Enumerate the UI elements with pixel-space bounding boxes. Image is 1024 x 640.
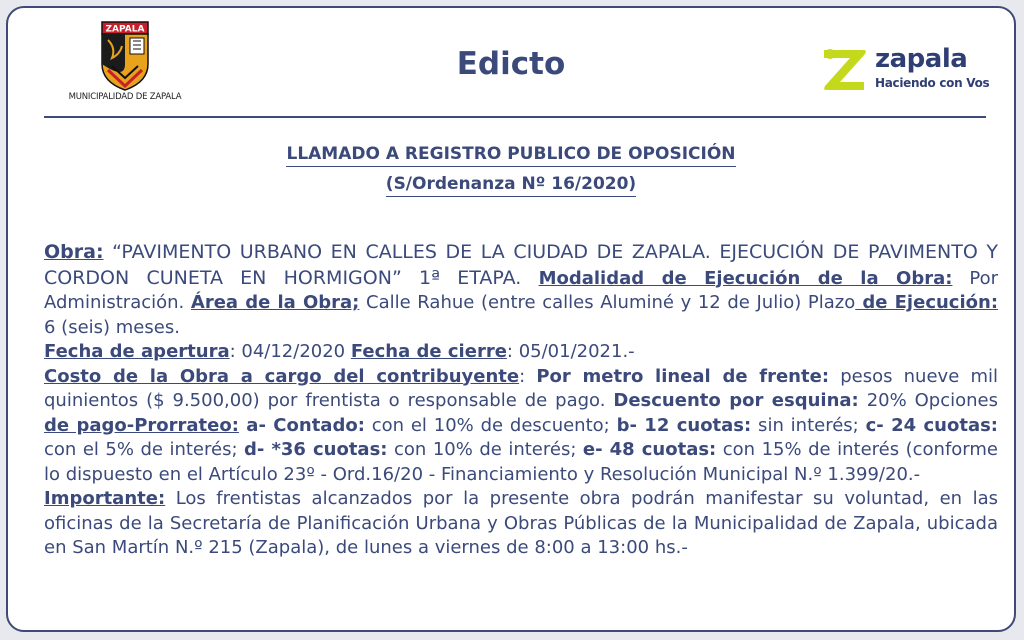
metro-label: Por metro lineal de frente: (536, 365, 830, 387)
zapala-z-icon (820, 44, 870, 94)
option-b-label: b- 12 cuotas: (616, 414, 752, 436)
zapala-brand-logo (820, 42, 990, 102)
notice-title: LLAMADO A REGISTRO PUBLICO DE OPOSICIÓN (8, 144, 1014, 164)
apertura-text: : 04/12/2020 (229, 341, 351, 362)
obra-text: “PAVIMENTO URBANO EN CALLES DE LA CIUDAD DE ZAPALA. EJECUCIÓN DE PAVIMENTO Y CORDON CUNETA EN HORMIGON” 1ª ETAPA. (44, 241, 998, 289)
plazo-label: de Ejecución: (855, 292, 999, 313)
option-a-label: a- Contado: (238, 414, 365, 436)
esquina-text: 20% Opciones (858, 390, 998, 411)
modalidad-text: Por Administración. (44, 267, 998, 313)
plazo-text: 6 (seis) meses. (44, 316, 180, 338)
svg-text:ZAPALA: ZAPALA (105, 24, 145, 35)
area-text: Calle Rahue (entre calles Aluminé y 12 de Julio) Plazo (359, 292, 856, 313)
importante-label: Importante: (44, 488, 166, 509)
option-e-text: con 15% de interés (conforme lo dispuesto en el Artículo 23º - Ord.16/20 - Financiamiento y Resolución Municipal N.º 1.399/20.- (44, 439, 998, 485)
importante-text: Los frentistas alcanzados por la presente obra podrán manifestar su voluntad, en las oficinas de la Secretaría de Planificación Urbana y Obras Públicas de la Municipalidad de Zapala, ubicada en San Martín N.º 215 (Zapala), de lunes a viernes de 8:00 a 13:00 hs.- (44, 488, 998, 558)
option-c-label: c- 24 cuotas: (865, 414, 999, 436)
notice-subtitle: (S/Ordenanza Nº 16/2020) (8, 174, 1014, 194)
option-c-text: con el 5% de interés; (44, 439, 245, 460)
edicto-card (6, 6, 1016, 632)
option-d-text: con 10% de interés; (387, 439, 583, 460)
option-d-label: d- *36 cuotas: (244, 439, 388, 460)
cierre-label: Fecha de cierre (350, 341, 507, 362)
brand-tagline: Haciendo con Vos (875, 76, 990, 90)
cierre-text: : 05/01/2021.- (506, 341, 635, 362)
costo-label: Costo de la Obra a cargo del contribuyente (44, 365, 520, 387)
area-label: Área de la Obra; (190, 292, 360, 313)
pago-label: de pago-Prorrateo: (44, 414, 239, 436)
municipality-label: MUNICIPALIDAD DE ZAPALA (68, 92, 182, 102)
modalidad-label: Modalidad de Ejecución de la Obra: (538, 267, 953, 289)
costo-sep: : (519, 365, 537, 387)
option-a-text: con el 10% de descuento; (364, 414, 617, 436)
option-b-text: sin interés; (751, 414, 866, 436)
option-e-label: e- 48 cuotas: (582, 439, 717, 460)
notice-body (44, 240, 998, 561)
obra-label: Obra: (44, 241, 104, 263)
apertura-label: Fecha de apertura (44, 341, 230, 362)
brand-name: zapala (875, 44, 968, 74)
header-divider (44, 116, 986, 118)
page-title: Edicto (456, 46, 566, 82)
esquina-label: Descuento por esquina: (613, 390, 859, 411)
metro-text: pesos nueve mil quinientos ($ 9.500,00) por frentista o responsable de pago. (44, 365, 998, 411)
